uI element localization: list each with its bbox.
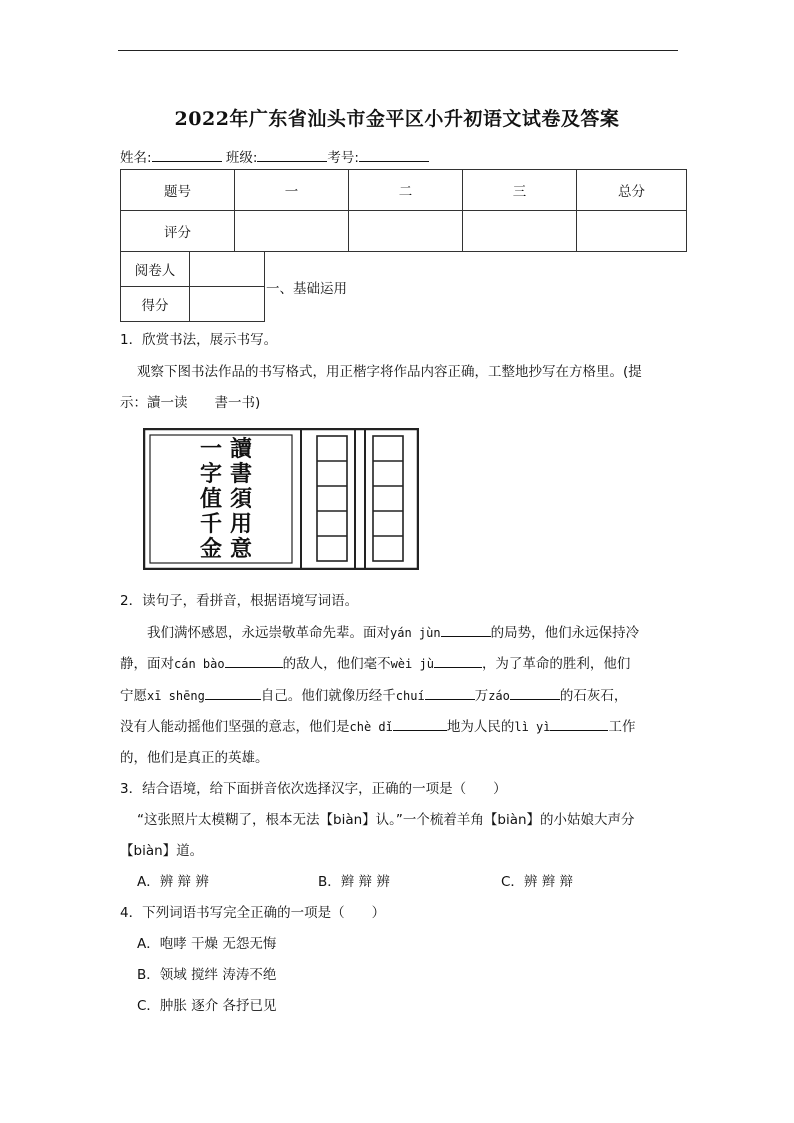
section-heading: 一、基础运用 [266, 281, 347, 297]
callig-char: 用 [229, 511, 253, 537]
q1-body: 观察下图书法作品的书写格式，用正楷字将作品内容正确，工整地抄写在方格里。(提 [137, 364, 642, 380]
q3-body: “这张照片太模糊了，根本无法【biàn】认。”一个梳着羊角【biàn】的小姑娘大声分 [137, 812, 635, 828]
q4-option-a[interactable]: A．咆哮 干燥 无怨无悔 [137, 936, 277, 952]
answer-blank[interactable] [550, 718, 608, 731]
class-field[interactable] [257, 147, 327, 162]
pinyin: chè dǐ [349, 720, 393, 734]
score-cell[interactable] [463, 211, 577, 252]
callig-char: 讀 [229, 436, 253, 462]
exam-number-label: 考号: [327, 150, 359, 166]
q3-option-a[interactable]: A．辨 辩 辨 [137, 874, 209, 890]
reviewer-table [120, 251, 265, 322]
pinyin: lì yì [514, 720, 551, 734]
points-label: 得分 [121, 287, 190, 322]
score-cell[interactable] [349, 211, 463, 252]
q2-title: 2．读句子，看拼音，根据语境写词语。 [120, 593, 359, 609]
score-table [120, 169, 687, 252]
answer-blank[interactable] [441, 624, 491, 637]
points-cell[interactable] [190, 287, 265, 322]
callig-char: 一 [199, 436, 223, 462]
answer-blank[interactable] [225, 655, 283, 668]
score-header-cell: 题号 [121, 170, 235, 211]
page-title: 2022年广东省汕头市金平区小升初语文试卷及答案 [174, 108, 620, 130]
pinyin: wèi jù [390, 657, 434, 671]
callig-char: 千 [199, 511, 223, 537]
score-header-row [121, 170, 687, 211]
name-label: 姓名: [120, 150, 152, 166]
callig-char: 書 [229, 461, 253, 487]
q2-line: 没有人能动摇他们坚强的意志，他们是chè dǐ 地为人民的lì yì 工作 [120, 719, 636, 735]
q1-title: 1．欣赏书法，展示书写。 [120, 332, 278, 348]
name-field[interactable] [152, 147, 222, 162]
pinyin: xī shēng [147, 689, 205, 703]
score-cell[interactable] [577, 211, 687, 252]
exam-number-field[interactable] [359, 147, 429, 162]
reviewer-label: 阅卷人 [121, 252, 190, 287]
class-label: 班级: [225, 150, 258, 166]
pinyin: cán bào [174, 657, 225, 671]
score-header-cell: 三 [463, 170, 577, 211]
score-row [121, 211, 687, 252]
pinyin: yán jùn [390, 626, 441, 640]
q3-option-c[interactable]: C．辨 辫 辩 [501, 874, 574, 890]
answer-blank[interactable] [434, 655, 482, 668]
score-row-label: 评分 [121, 211, 235, 252]
q3-title: 3．结合语境，给下面拼音依次选择汉字，正确的一项是（ ） [120, 781, 507, 797]
answer-blank[interactable] [393, 718, 447, 731]
calligraphy-image [143, 428, 419, 570]
answer-blank[interactable] [205, 687, 261, 700]
q2-line: 的，他们是真正的英雄。 [120, 750, 269, 766]
q3-option-b[interactable]: B．辫 辩 辨 [318, 874, 390, 890]
score-header-cell: 二 [349, 170, 463, 211]
q4-option-b[interactable]: B．领域 搅绊 涛涛不绝 [137, 967, 277, 983]
student-info [120, 146, 429, 166]
q2-line: 静，面对cán bào 的敌人，他们毫不wèi jù ，为了革命的胜利，他们 [120, 656, 631, 672]
answer-blank[interactable] [425, 687, 475, 700]
score-header-cell: 总分 [577, 170, 687, 211]
q2-line: 我们满怀感恩，永远崇敬革命先辈。面对yán jùn 的局势，他们永远保持冷 [147, 625, 640, 641]
reviewer-cell[interactable] [190, 252, 265, 287]
callig-char: 值 [199, 486, 223, 512]
answer-blank[interactable] [510, 687, 560, 700]
score-header-cell: 一 [235, 170, 349, 211]
q3-body: 【biàn】道。 [120, 843, 204, 859]
q2-line: 宁愿xī shēng 自己。他们就像历经千chuí 万záo 的石灰石， [120, 688, 628, 704]
pinyin: chuí [395, 689, 425, 703]
callig-char: 須 [229, 486, 253, 512]
pinyin: záo [488, 689, 510, 703]
callig-char: 字 [199, 461, 223, 487]
callig-char: 意 [229, 536, 253, 562]
callig-char: 金 [199, 536, 223, 562]
score-cell[interactable] [235, 211, 349, 252]
q4-title: 4．下列词语书写完全正确的一项是（ ） [120, 905, 386, 921]
q4-option-c[interactable]: C．肿胀 逐介 各抒已见 [137, 998, 277, 1014]
q1-hint: 示：讀一读 書一书) [120, 395, 261, 411]
header-rule [118, 50, 678, 51]
